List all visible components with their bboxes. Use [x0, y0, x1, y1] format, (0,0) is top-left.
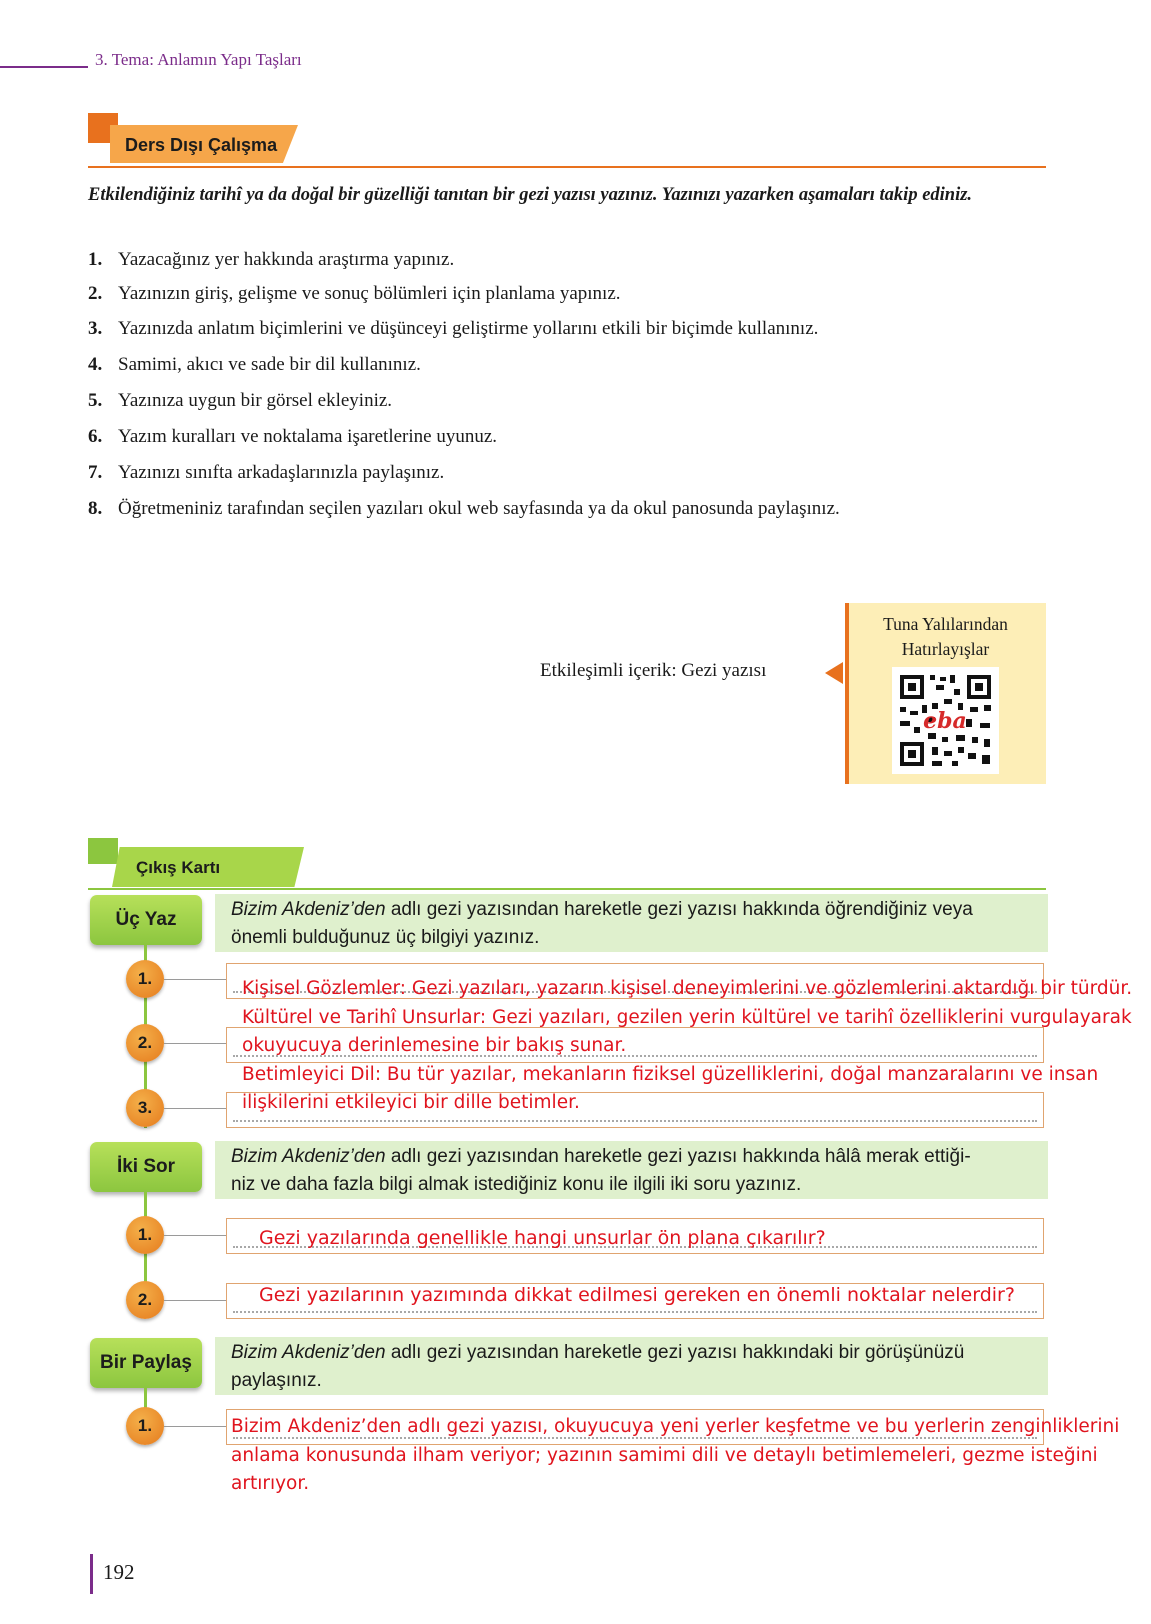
connector-line — [164, 979, 226, 980]
bir-paylas-button: Bir Paylaş — [90, 1338, 202, 1388]
step-item: 4. Samimi, akıcı ve sade bir dil kullanınız. — [88, 354, 421, 375]
handwritten-opinion: Bizim Akdeniz’den adlı gezi yazısı, okuyucuya yeni yerler keşfetme ve bu yerlerin zenginliklerini anlama konusunda ilham veriyor; yazının samimi dili ve detaylı betimlemeleri, gezme isteğini artırıyor. — [231, 1416, 1120, 1494]
section-marker — [88, 838, 118, 864]
interactive-caption: Etkileşimli içerik: Gezi yazısı — [540, 660, 767, 681]
uc-yaz-prompt: Bizim Akdeniz’den adlı gezi yazısından hareketle gezi yazısı hakkında öğrendiğiniz veya önemli bulduğunuz üç bilgiyi yazınız. — [231, 899, 973, 948]
arrow-left-icon — [825, 662, 843, 684]
bir-paylas-number-1: 1. — [126, 1407, 164, 1445]
step-item: 7. Yazınızı sınıfta arkadaşlarınızla paylaşınız. — [88, 462, 445, 483]
qr-code-icon[interactable] — [892, 667, 999, 774]
bir-paylas-prompt: Bizim Akdeniz’den adlı gezi yazısından hareketle gezi yazısı hakkındaki bir görüşünüzü paylaşınız. — [231, 1342, 965, 1391]
connector-line — [164, 1043, 226, 1044]
iki-sor-prompt: Bizim Akdeniz’den adlı gezi yazısından hareketle gezi yazısı hakkında hâlâ merak ettiği- niz ve daha fazla bilgi almak istediğiniz konu ile ilgili iki soru yazınız. — [231, 1146, 971, 1195]
uc-yaz-number-3: 3. — [126, 1089, 164, 1127]
ders-disi-rule — [88, 166, 1046, 168]
theme-title: 3. Tema: Anlamın Yapı Taşları — [95, 50, 302, 69]
step-item: 8. Öğretmeniniz tarafından seçilen yazıları okul web sayfasında ya da okul panosunda paylaşınız. — [88, 498, 840, 519]
uc-yaz-number-1: 1. — [126, 960, 164, 998]
handwritten-question-2: Gezi yazılarının yazımında dikkat edilmesi gereken en önemli noktalar nelerdir? — [259, 1284, 1015, 1306]
connector-line — [164, 1426, 226, 1427]
connector-line — [164, 1108, 226, 1109]
cikis-karti-rule — [88, 888, 1046, 890]
step-item: 5. Yazınıza uygun bir görsel ekleyiniz. — [88, 390, 393, 411]
handwritten-question-1: Gezi yazılarında genellikle hangi unsurlar ön plana çıkarılır? — [259, 1227, 826, 1249]
ders-disi-label: Ders Dışı Çalışma — [125, 135, 278, 155]
assignment-intro: Etkilendiğiniz tarihî ya da doğal bir güzelliği tanıtan bir gezi yazısı yazınız. Yazınızı yazarken aşamaları takip ediniz. — [88, 185, 973, 205]
step-item: 2. Yazınızın giriş, gelişme ve sonuç bölümleri için planlama yapınız. — [88, 283, 621, 304]
step-item: 1. Yazacağınız yer hakkında araştırma yapınız. — [88, 249, 455, 270]
step-item: 3. Yazınızda anlatım biçimlerini ve düşünceyi geliştirme yollarını etkili bir biçimde kullanınız. — [88, 318, 819, 339]
connector-line — [164, 1235, 226, 1236]
uc-yaz-button: Üç Yaz — [90, 895, 202, 945]
iki-sor-button: İki Sor — [90, 1142, 202, 1192]
step-item: 6. Yazım kuralları ve noktalama işaretlerine uyunuz. — [88, 426, 497, 447]
connector-line — [164, 1300, 226, 1301]
cikis-karti-label: Çıkış Kartı — [136, 858, 221, 877]
iki-sor-number-1: 1. — [126, 1216, 164, 1254]
eba-logo: eba — [923, 708, 967, 734]
handwritten-answer-1: Kişisel Gözlemler: Gezi yazıları, yazarın kişisel deneyimlerini ve gözlemlerini aktardığı bir türdür. Kültürel ve Tarihî Unsurlar: Gezi yazıları, gezilen yerin kültürel ve tarihî özelliklerini vurgulayarak okuyucuya derinlemesine bir bakış sunar. Betimleyici Dil: Bu tür yazılar, mekanların fiziksel güzelliklerini, doğal manzaralarını ve insan ilişkilerini etkileyici bir dille betimler. — [242, 978, 1133, 1113]
page-number: 192 — [103, 1560, 135, 1584]
page-number-bar — [90, 1554, 93, 1594]
uc-yaz-number-2: 2. — [126, 1024, 164, 1062]
header-rule — [0, 66, 88, 68]
iki-sor-number-2: 2. — [126, 1281, 164, 1319]
qr-card-title: Tuna Yalılarından Hatırlayışlar — [883, 614, 1008, 659]
